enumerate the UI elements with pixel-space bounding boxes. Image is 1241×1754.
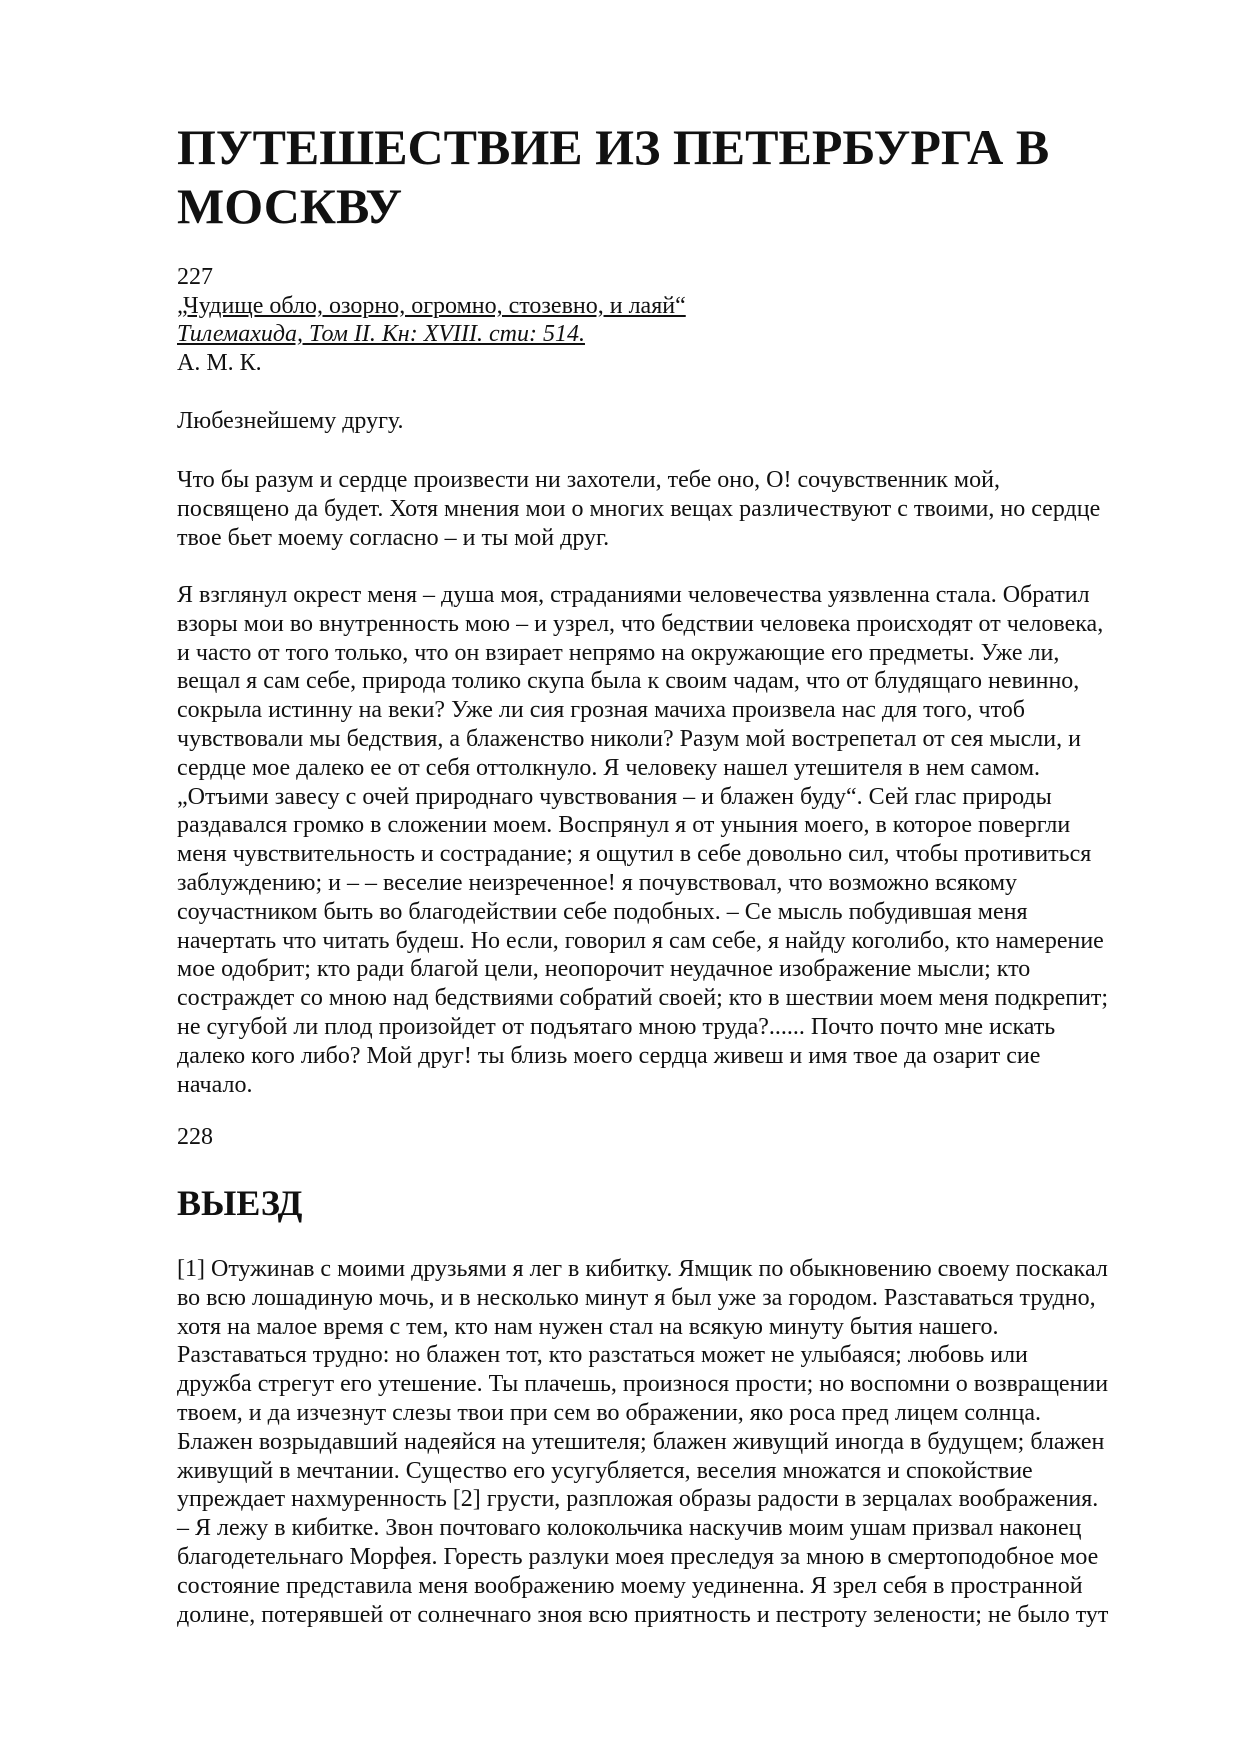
text-line: заблуждению; и – – веселие неизреченное! я почувствовал, что возможно всякому bbox=[177, 869, 1018, 896]
text-line: мое одобрит; кто ради благой цели, неопорочит неудачное изображение мысли; кто bbox=[177, 956, 1031, 983]
text-line: и часто от того только, что он взирает непрямо на окружающие его предметы. Уже ли, bbox=[177, 639, 1060, 666]
page-number-227: 227 bbox=[177, 264, 213, 290]
text-line: меня чувствительность и сострадание; я ощутил в себе довольно сил, чтобы противиться bbox=[177, 841, 1092, 868]
text-line: раздавался громко в сложении моем. Воспрянул я от уныния моего, в которое повергли bbox=[177, 812, 1071, 839]
text-line: Блажен возрыдавший надеяйся на утешителя; блажен живущий иногда в будущем; блажен bbox=[177, 1428, 1105, 1455]
text-line: благодетельнаго Морфея. Горесть разлуки моея преследуя за мною в смертоподобное мое bbox=[177, 1543, 1099, 1570]
text-line: соучастником быть во благодействии себе подобных. – Се мысль побудившая меня bbox=[177, 898, 1028, 925]
text-line: во всю лошадиную мочь, и в несколько минут я был уже за городом. Разставаться трудно, bbox=[177, 1284, 1096, 1311]
chapter-title: ВЫЕЗД bbox=[177, 1183, 303, 1223]
text-line: – Я лежу в кибитке. Звон почтоваго колокольчика наскучив моим ушам призвал наконец bbox=[177, 1515, 1082, 1542]
text-line: состраждет со мною над бедствиями собратий своей; кто в шествии моем меня подкрепит; bbox=[177, 985, 1109, 1012]
text-line: твое бьет моему согласно – и ты мой друг. bbox=[177, 524, 610, 551]
dedication-paragraph-1 bbox=[177, 466, 1100, 552]
text-line: чувствовали мы бедствия, а блаженство николи? Разум мой вострепетал от сея мысли, и bbox=[177, 725, 1081, 752]
salutation: Любезнейшему другу. bbox=[177, 408, 404, 434]
text-line: Я взглянул окрест меня – душа моя, страданиями человечества уязвленна стала. Обратил bbox=[177, 582, 1090, 608]
text-line: хотя на малое время с тем, кто нам нужен стал на всякую минуту бытия нашего. bbox=[177, 1313, 999, 1340]
text-line: сокрыла истинну на веки? Уже ли сия грозная мачиха произвела нас для того, чтоб bbox=[177, 697, 1025, 724]
text-line: живущий в мечтании. Существо его усугубляется, веселия множатся и спокойствие bbox=[177, 1457, 1033, 1484]
text-line: Что бы разум и сердце произвести ни захотели, тебе оно, О! сочувственник мой, bbox=[177, 467, 1000, 493]
text-line: долине, потерявшей от солнечнаго зноя всю приятность и пестроту зелености; не было тут bbox=[177, 1601, 1109, 1628]
text-line: „Отъими завесу с очей природнаго чувствования – и блажен буду“. Сей глас природы bbox=[177, 783, 1052, 810]
text-line: состояние представила меня воображению моему уединенна. Я зрел себя в пространной bbox=[177, 1572, 1083, 1599]
document-title: ПУТЕШЕСТВИЕ ИЗ ПЕТЕРБУРГА В МОСКВУ bbox=[177, 119, 1050, 234]
epigraph-quote: „Чудище обло, озорно, огромно, стозевно, и лаяй“ bbox=[177, 293, 686, 319]
text-line: Разставаться трудно: но блажен тот, кто разстаться может не улыбаяся; любовь или bbox=[177, 1342, 1028, 1369]
text-line: взоры мои во внутренность мою – и узрел, что бедствии человека происходят от человека, bbox=[177, 610, 1104, 637]
text-line: начало. bbox=[177, 1071, 253, 1098]
dedication-paragraph-2 bbox=[177, 581, 1108, 1099]
text-line: далеко кого либо? Мой друг! ты близь моего сердца живеш и имя твое да озарит сие bbox=[177, 1042, 1041, 1069]
page-number-228: 228 bbox=[177, 1124, 213, 1150]
text-line: твоем, и да изчезнут слезы твои при сем во ображении, яко роса пред лицем солнца. bbox=[177, 1399, 1042, 1426]
epigraph-source: Тилемахида, Том II. Кн: XVIII. сти: 514. bbox=[177, 321, 585, 347]
text-line: сердце мое далеко ее от себя оттолкнуло. Я человеку нашел утешителя в нем самом. bbox=[177, 754, 1041, 781]
text-line: упреждает нахмуренность [2] грусти, разпложая образы радости в зерцалах воображения. bbox=[177, 1486, 1099, 1513]
chapter-paragraph bbox=[177, 1255, 1108, 1629]
text-line: не сугубой ли плод произойдет от подъятаго мною труда?...... Почто почто мне искать bbox=[177, 1013, 1056, 1040]
text-line: дружба стрегут его утешение. Ты плачешь, произнося прости; но воспомни о возвращении bbox=[177, 1371, 1109, 1398]
text-line: [1] Отужинав с моими друзьями я лег в кибитку. Ямщик по обыкновению своему поскакал bbox=[177, 1256, 1108, 1282]
text-line: посвящено да будет. Хотя мнения мои о многих вещах различествуют с твоими, но сердце bbox=[177, 495, 1101, 522]
text-line: начертать что читать будеш. Но если, говорил я сам себе, я найду коголибо, кто намерение bbox=[177, 927, 1104, 954]
text-line: вещал я сам себе, природа толико скупа была к своим чадам, что от блудящаго невинно, bbox=[177, 668, 1080, 695]
dedication-initials: А. М. К. bbox=[177, 350, 262, 376]
